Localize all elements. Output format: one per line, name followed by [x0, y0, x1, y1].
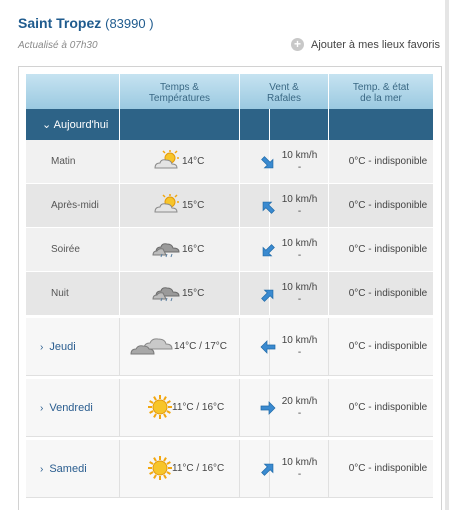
wind-gust: - — [297, 206, 302, 217]
sun-cloud-icon — [152, 194, 182, 221]
wind-info — [270, 335, 329, 359]
sun-icon — [145, 453, 175, 488]
header-temps: Temps & Températures — [120, 74, 240, 112]
chevron-right-icon: › — [40, 342, 44, 353]
day-temp: 11°C / 16°C — [172, 402, 225, 413]
sun-cloud-icon — [152, 150, 182, 177]
today-label-text: Aujourd'hui — [53, 119, 109, 131]
update-time: Actualisé à 07h30 — [18, 40, 98, 51]
sea-info: 0°C - indisponible — [348, 288, 428, 299]
sun-icon — [145, 392, 175, 427]
period-name: Après-midi — [51, 200, 99, 211]
location-title — [18, 15, 154, 31]
day-name-text: Jeudi — [49, 341, 76, 353]
chevron-right-icon: › — [40, 464, 44, 475]
wind-speed: 10 km/h — [281, 457, 318, 468]
sea-info: 0°C - indisponible — [348, 156, 428, 167]
period-temp: 15°C — [182, 200, 205, 211]
sea-info: 0°C - indisponible — [348, 200, 428, 211]
today-section-header[interactable] — [26, 109, 433, 140]
cloud-rain-icon — [152, 282, 182, 309]
period-name: Nuit — [51, 288, 69, 299]
day-name-text: Samedi — [49, 463, 87, 475]
scrollbar[interactable] — [445, 0, 449, 510]
header-blank — [26, 74, 120, 112]
period-temp: 14°C — [182, 156, 205, 167]
wind-info — [270, 457, 329, 481]
wind-gust: - — [297, 347, 302, 358]
wind-info — [270, 282, 329, 306]
wind-speed: 10 km/h — [281, 194, 318, 205]
wind-gust: - — [297, 250, 302, 261]
header-vent: Vent & Rafales — [240, 74, 329, 112]
wind-speed: 20 km/h — [281, 396, 318, 407]
location-name: Saint Tropez — [18, 15, 102, 31]
period-temp: 16°C — [182, 244, 205, 255]
day-name[interactable] — [40, 341, 76, 353]
day-row[interactable] — [26, 379, 433, 437]
day-name[interactable] — [40, 402, 93, 414]
add-favorite-label: Ajouter à mes lieux favoris — [311, 38, 440, 51]
period-row — [26, 272, 433, 316]
wind-gust: - — [297, 294, 302, 305]
location-postcode: (83990 ) — [105, 16, 154, 31]
period-row — [26, 228, 433, 272]
day-name-text: Vendredi — [49, 402, 93, 414]
wind-speed: 10 km/h — [281, 238, 318, 249]
day-temp: 11°C / 16°C — [172, 463, 225, 474]
wind-info — [270, 150, 329, 174]
wind-gust: - — [297, 469, 302, 480]
day-name[interactable] — [40, 463, 87, 475]
chevron-right-icon: › — [40, 403, 44, 414]
chevron-down-icon: ⌄ — [42, 119, 52, 131]
day-temp: 14°C / 17°C — [174, 341, 228, 352]
wind-info — [270, 396, 329, 420]
sea-info: 0°C - indisponible — [348, 244, 428, 255]
wind-gust: - — [297, 408, 302, 419]
period-row — [26, 140, 433, 184]
period-temp: 15°C — [182, 288, 205, 299]
wind-speed: 10 km/h — [281, 335, 318, 346]
today-label — [42, 118, 108, 131]
period-name: Matin — [51, 156, 76, 167]
header-mer: Temp. & état de la mer — [329, 74, 433, 112]
sea-info: 0°C - indisponible — [348, 341, 428, 352]
day-row[interactable] — [26, 440, 433, 498]
sea-info: 0°C - indisponible — [348, 463, 428, 474]
forecast-panel — [18, 66, 442, 510]
cloud-rain-icon — [152, 238, 182, 265]
plus-icon: + — [291, 38, 304, 51]
add-favorite-button[interactable] — [291, 38, 440, 51]
day-row[interactable] — [26, 318, 433, 376]
cloud-icon — [130, 335, 174, 362]
sea-info: 0°C - indisponible — [348, 402, 428, 413]
wind-gust: - — [297, 162, 302, 173]
wind-info — [270, 194, 329, 218]
wind-speed: 10 km/h — [281, 150, 318, 161]
period-row — [26, 184, 433, 228]
period-name: Soirée — [51, 244, 80, 255]
wind-speed: 10 km/h — [281, 282, 318, 293]
wind-info — [270, 238, 329, 262]
